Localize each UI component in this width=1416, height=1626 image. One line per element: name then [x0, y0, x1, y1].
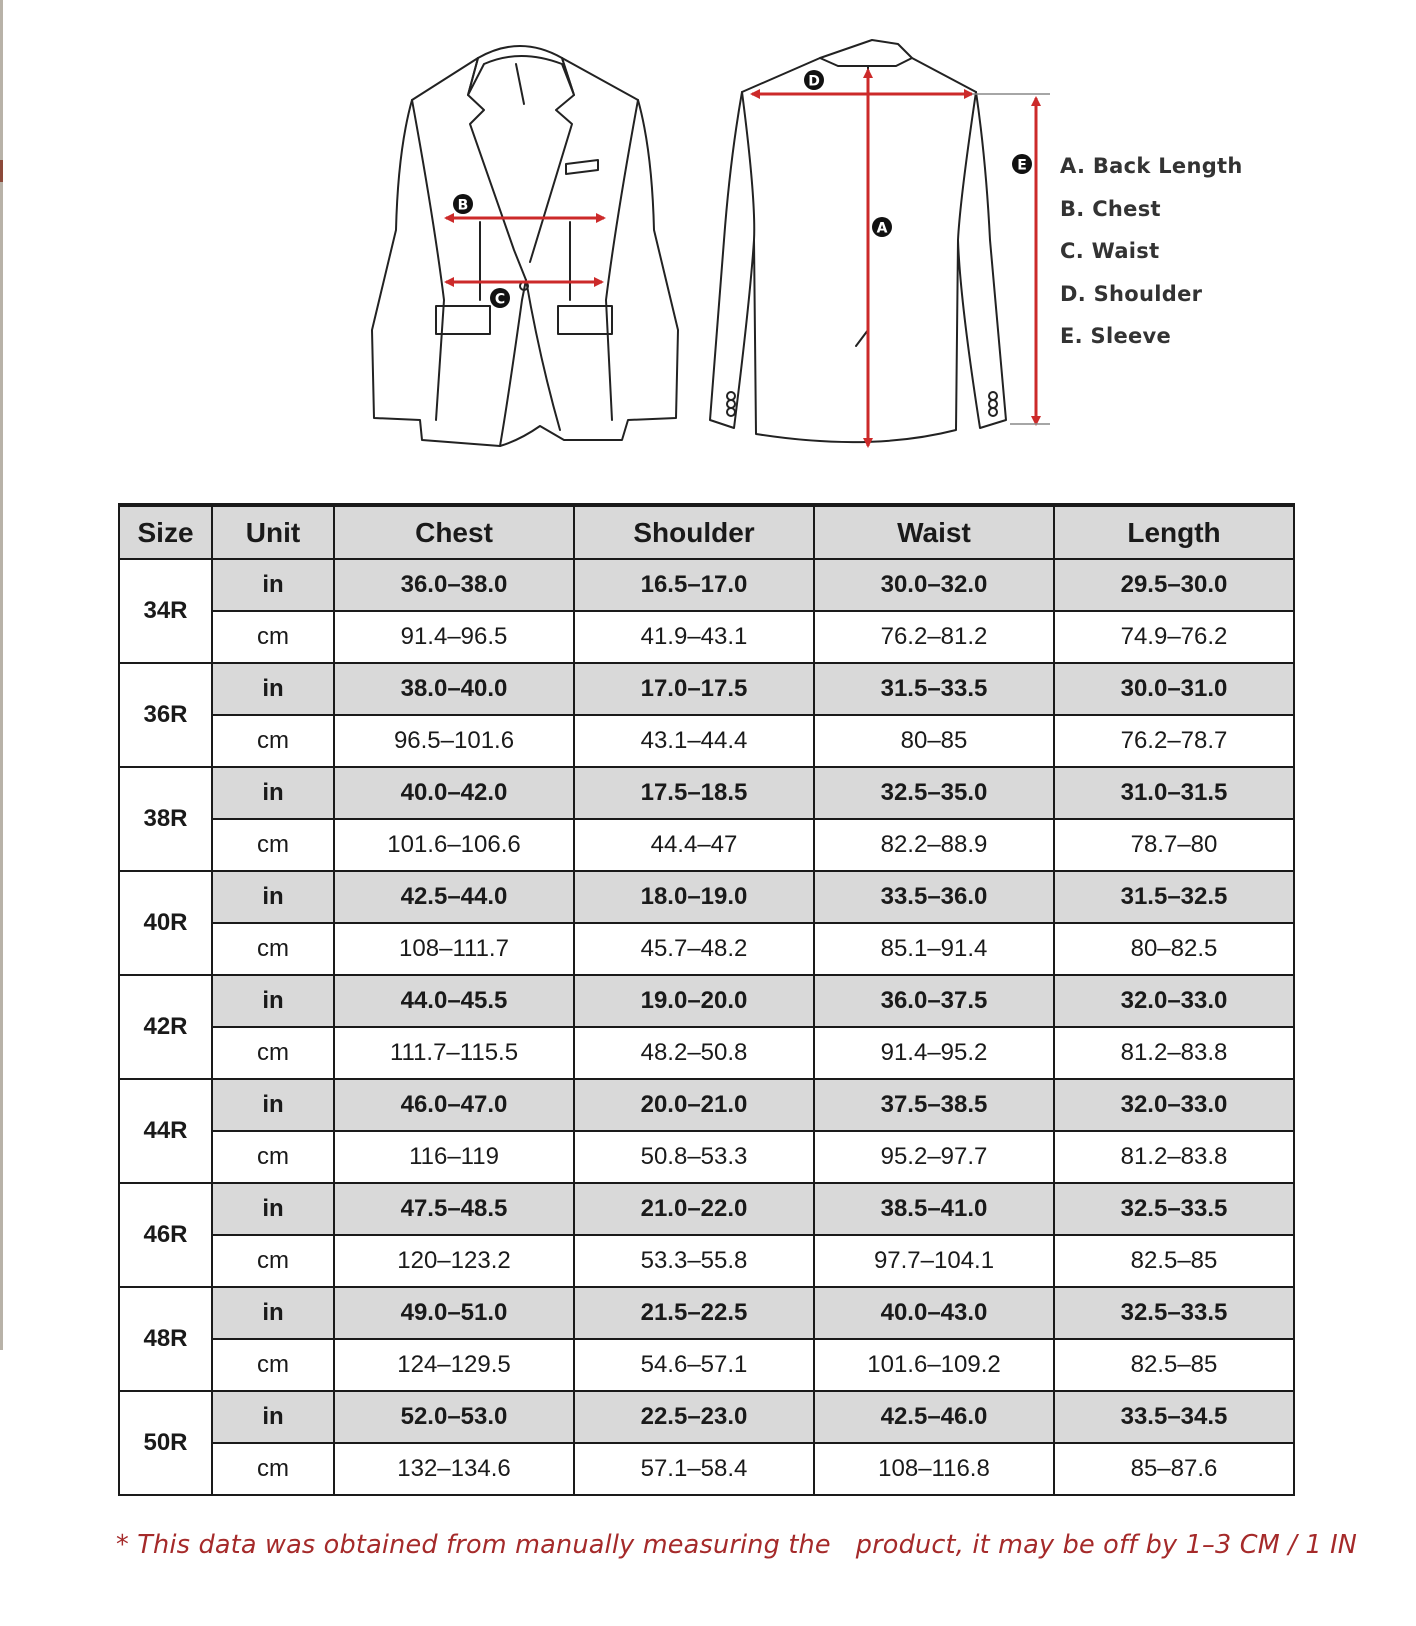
- waist-in-cell: 37.5–38.5: [814, 1079, 1054, 1131]
- table-row: [119, 923, 1294, 975]
- size-chart-table: [118, 503, 1295, 1496]
- measurement-legend: [1060, 154, 1243, 367]
- waist-in-cell: 42.5–46.0: [814, 1391, 1054, 1443]
- unit-cell-in: in: [212, 975, 334, 1027]
- length-cm-cell: 82.5–85: [1054, 1235, 1294, 1287]
- chest-cm-cell: 101.6–106.6: [334, 819, 574, 871]
- length-cm-cell: 74.9–76.2: [1054, 611, 1294, 663]
- unit-cell-cm: cm: [212, 923, 334, 975]
- waist-in-cell: 30.0–32.0: [814, 559, 1054, 611]
- marker-b-label: B: [457, 197, 469, 214]
- chest-cm-cell: 120–123.2: [334, 1235, 574, 1287]
- table-row: [119, 1235, 1294, 1287]
- length-in-cell: 30.0–31.0: [1054, 663, 1294, 715]
- chest-cm-cell: 111.7–115.5: [334, 1027, 574, 1079]
- chest-cm-cell: 96.5–101.6: [334, 715, 574, 767]
- length-in-cell: 32.0–33.0: [1054, 975, 1294, 1027]
- table-row: [119, 1131, 1294, 1183]
- size-cell: 42R: [119, 975, 212, 1079]
- waist-in-cell: 38.5–41.0: [814, 1183, 1054, 1235]
- size-cell: 48R: [119, 1287, 212, 1391]
- header-chest: Chest: [334, 505, 574, 559]
- unit-cell-in: in: [212, 871, 334, 923]
- size-cell: 50R: [119, 1391, 212, 1495]
- shoulder-in-cell: 20.0–21.0: [574, 1079, 814, 1131]
- shoulder-cm-cell: 57.1–58.4: [574, 1443, 814, 1495]
- chest-cm-cell: 116–119: [334, 1131, 574, 1183]
- shoulder-cm-cell: 54.6–57.1: [574, 1339, 814, 1391]
- shoulder-cm-cell: 44.4–47: [574, 819, 814, 871]
- waist-cm-cell: 91.4–95.2: [814, 1027, 1054, 1079]
- shoulder-in-cell: 21.5–22.5: [574, 1287, 814, 1339]
- header-length: Length: [1054, 505, 1294, 559]
- unit-cell-in: in: [212, 1079, 334, 1131]
- legend-item-waist: C. Waist: [1060, 239, 1160, 263]
- marker-a-icon: [872, 217, 892, 237]
- header-size: Size: [119, 505, 212, 559]
- unit-cell-cm: cm: [212, 1235, 334, 1287]
- unit-cell-cm: cm: [212, 611, 334, 663]
- table-row: [119, 715, 1294, 767]
- unit-cell-in: in: [212, 1287, 334, 1339]
- table-row: [119, 767, 1294, 819]
- table-row: [119, 1027, 1294, 1079]
- chest-cm-cell: 91.4–96.5: [334, 611, 574, 663]
- chest-in-cell: 36.0–38.0: [334, 559, 574, 611]
- waist-in-cell: 36.0–37.5: [814, 975, 1054, 1027]
- length-in-cell: 33.5–34.5: [1054, 1391, 1294, 1443]
- table-row: [119, 1183, 1294, 1235]
- length-in-cell: 29.5–30.0: [1054, 559, 1294, 611]
- chest-in-cell: 44.0–45.5: [334, 975, 574, 1027]
- table-row: [119, 663, 1294, 715]
- length-cm-cell: 81.2–83.8: [1054, 1131, 1294, 1183]
- length-in-cell: 32.5–33.5: [1054, 1183, 1294, 1235]
- marker-d-icon: [804, 70, 824, 90]
- back-jacket-icon: [710, 40, 1006, 442]
- unit-cell-cm: cm: [212, 1443, 334, 1495]
- shoulder-in-cell: 17.0–17.5: [574, 663, 814, 715]
- marker-b-icon: [453, 194, 473, 214]
- waist-cm-cell: 82.2–88.9: [814, 819, 1054, 871]
- waist-cm-cell: 95.2–97.7: [814, 1131, 1054, 1183]
- chest-in-cell: 42.5–44.0: [334, 871, 574, 923]
- length-in-cell: 32.5–33.5: [1054, 1287, 1294, 1339]
- table-row: [119, 1339, 1294, 1391]
- shoulder-in-cell: 21.0–22.0: [574, 1183, 814, 1235]
- shoulder-in-cell: 18.0–19.0: [574, 871, 814, 923]
- unit-cell-in: in: [212, 1183, 334, 1235]
- length-in-cell: 31.5–32.5: [1054, 871, 1294, 923]
- waist-cm-cell: 85.1–91.4: [814, 923, 1054, 975]
- shoulder-cm-cell: 43.1–44.4: [574, 715, 814, 767]
- unit-cell-in: in: [212, 1391, 334, 1443]
- waist-cm-cell: 76.2–81.2: [814, 611, 1054, 663]
- measurement-disclaimer: * This data was obtained from manually measuring the product, it may be off by 1–3 CM / 1 IN: [116, 1530, 1358, 1560]
- shoulder-in-cell: 22.5–23.0: [574, 1391, 814, 1443]
- unit-cell-cm: cm: [212, 1339, 334, 1391]
- legend-item-sleeve: E. Sleeve: [1060, 324, 1172, 348]
- chest-in-cell: 46.0–47.0: [334, 1079, 574, 1131]
- size-cell: 44R: [119, 1079, 212, 1183]
- waist-in-cell: 32.5–35.0: [814, 767, 1054, 819]
- shoulder-cm-cell: 48.2–50.8: [574, 1027, 814, 1079]
- table-row: [119, 819, 1294, 871]
- shoulder-in-cell: 17.5–18.5: [574, 767, 814, 819]
- waist-cm-cell: 80–85: [814, 715, 1054, 767]
- shoulder-in-cell: 19.0–20.0: [574, 975, 814, 1027]
- waist-cm-cell: 108–116.8: [814, 1443, 1054, 1495]
- length-cm-cell: 82.5–85: [1054, 1339, 1294, 1391]
- size-cell: 40R: [119, 871, 212, 975]
- header-unit: Unit: [212, 505, 334, 559]
- size-cell: 38R: [119, 767, 212, 871]
- chest-in-cell: 49.0–51.0: [334, 1287, 574, 1339]
- front-jacket-icon: [372, 46, 678, 446]
- table-header-row: [119, 505, 1294, 559]
- shoulder-cm-cell: 53.3–55.8: [574, 1235, 814, 1287]
- table-row: [119, 1079, 1294, 1131]
- shoulder-in-cell: 16.5–17.0: [574, 559, 814, 611]
- table-row: [119, 611, 1294, 663]
- chest-cm-cell: 132–134.6: [334, 1443, 574, 1495]
- waist-in-cell: 31.5–33.5: [814, 663, 1054, 715]
- size-cell: 36R: [119, 663, 212, 767]
- table-row: [119, 975, 1294, 1027]
- unit-cell-in: in: [212, 767, 334, 819]
- marker-badges: [453, 70, 1032, 308]
- shoulder-cm-cell: 50.8–53.3: [574, 1131, 814, 1183]
- unit-cell-cm: cm: [212, 1027, 334, 1079]
- marker-c-label: C: [494, 291, 506, 308]
- legend-item-shoulder: D. Shoulder: [1060, 281, 1203, 306]
- unit-cell-cm: cm: [212, 715, 334, 767]
- length-in-cell: 32.0–33.0: [1054, 1079, 1294, 1131]
- legend-item-chest: B. Chest: [1060, 196, 1161, 221]
- unit-cell-cm: cm: [212, 1131, 334, 1183]
- length-cm-cell: 78.7–80: [1054, 819, 1294, 871]
- unit-cell-cm: cm: [212, 819, 334, 871]
- jacket-measurement-diagram: [0, 0, 1416, 470]
- chest-cm-cell: 108–111.7: [334, 923, 574, 975]
- shoulder-cm-cell: 45.7–48.2: [574, 923, 814, 975]
- chest-in-cell: 47.5–48.5: [334, 1183, 574, 1235]
- marker-a-label: A: [876, 220, 888, 237]
- length-in-cell: 31.0–31.5: [1054, 767, 1294, 819]
- legend-item-back-length: A. Back Length: [1060, 154, 1243, 178]
- table-row: [119, 1287, 1294, 1339]
- waist-cm-cell: 101.6–109.2: [814, 1339, 1054, 1391]
- length-cm-cell: 80–82.5: [1054, 923, 1294, 975]
- marker-c-icon: [490, 288, 510, 308]
- chest-cm-cell: 124–129.5: [334, 1339, 574, 1391]
- marker-d-label: D: [808, 73, 820, 90]
- table-body: [119, 559, 1294, 1495]
- size-cell: 46R: [119, 1183, 212, 1287]
- unit-cell-in: in: [212, 663, 334, 715]
- shoulder-cm-cell: 41.9–43.1: [574, 611, 814, 663]
- table-row: [119, 1391, 1294, 1443]
- table-row: [119, 559, 1294, 611]
- marker-e-label: E: [1017, 157, 1027, 174]
- unit-cell-in: in: [212, 559, 334, 611]
- marker-e-icon: [1012, 154, 1032, 174]
- length-cm-cell: 81.2–83.8: [1054, 1027, 1294, 1079]
- length-cm-cell: 76.2–78.7: [1054, 715, 1294, 767]
- table-row: [119, 871, 1294, 923]
- size-cell: 34R: [119, 559, 212, 663]
- chest-in-cell: 52.0–53.0: [334, 1391, 574, 1443]
- header-waist: Waist: [814, 505, 1054, 559]
- chest-in-cell: 40.0–42.0: [334, 767, 574, 819]
- table-row: [119, 1443, 1294, 1495]
- header-shoulder: Shoulder: [574, 505, 814, 559]
- waist-cm-cell: 97.7–104.1: [814, 1235, 1054, 1287]
- chest-in-cell: 38.0–40.0: [334, 663, 574, 715]
- length-cm-cell: 85–87.6: [1054, 1443, 1294, 1495]
- waist-in-cell: 40.0–43.0: [814, 1287, 1054, 1339]
- waist-in-cell: 33.5–36.0: [814, 871, 1054, 923]
